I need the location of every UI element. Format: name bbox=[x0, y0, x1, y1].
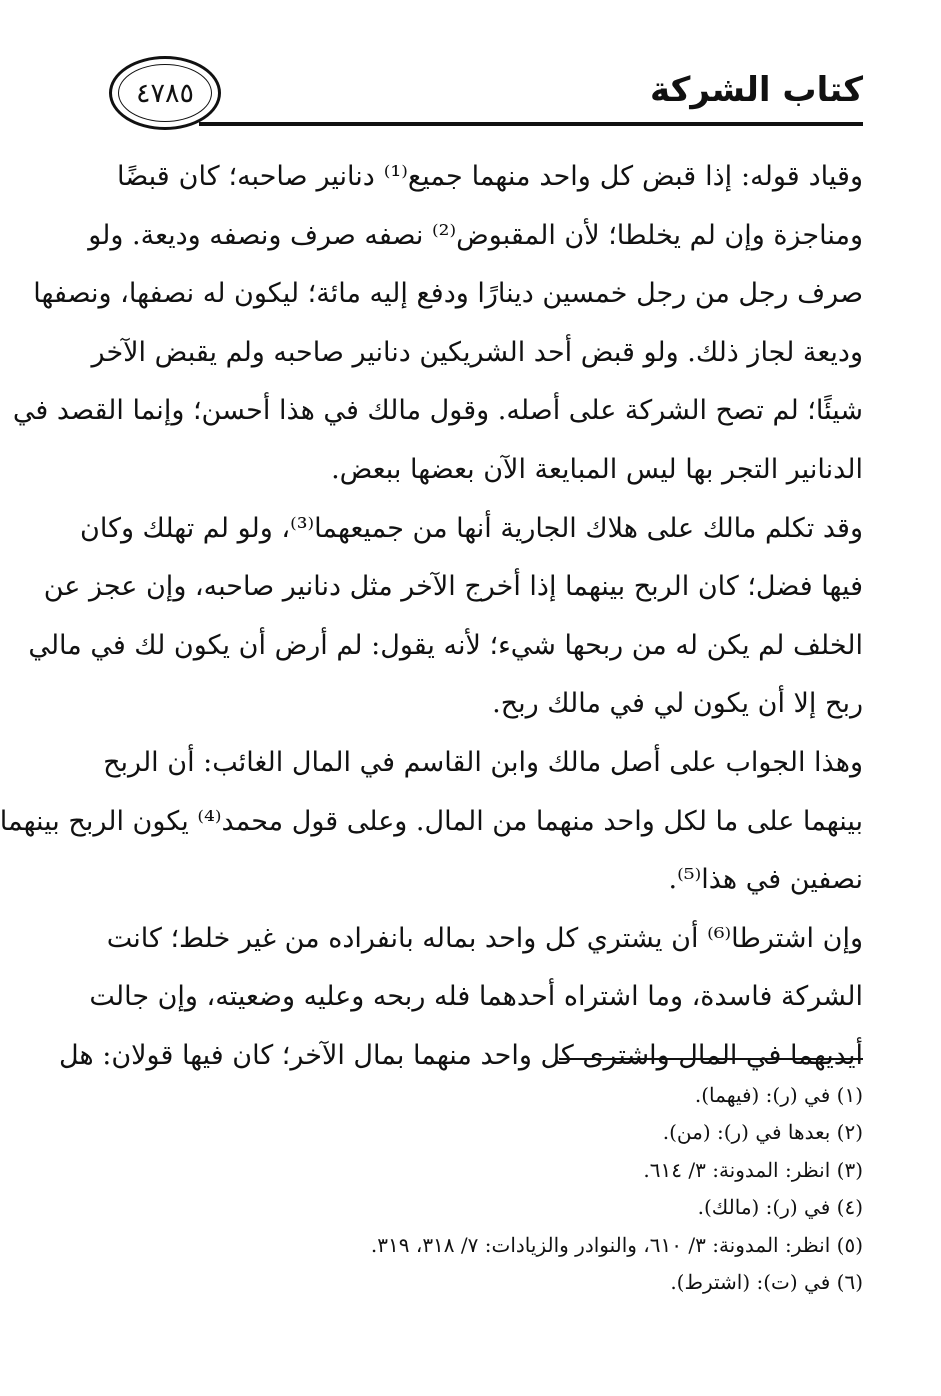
paragraph-1 bbox=[12, 148, 863, 500]
footnote: (٤) في (ر): (مالك). bbox=[697, 1195, 863, 1220]
text-line: وديعة لجاز ذلك. ولو قبض أحد الشريكين دنانير صاحبه ولم يقبض الآخر bbox=[91, 336, 863, 368]
text-line: الخلف لم يكن له من ربحها شيء؛ لأنه يقول: لم أرض أن يكون لك في مالي bbox=[28, 629, 863, 661]
footnote: (٦) في (ت): (اشترط). bbox=[670, 1269, 863, 1294]
main-text bbox=[0, 148, 863, 1086]
text-line: شيئًا؛ لم تصح الشركة على أصله. وقول مالك في هذا أحسن؛ وإنما القصد في bbox=[12, 395, 863, 427]
page-number: ٤٧٨٥ bbox=[135, 78, 194, 109]
text-line: وإن اشترطا⁽⁶⁾ أن يشتري كل واحد بماله بانفراده من غير خلط؛ كانت bbox=[106, 922, 863, 954]
page-number-frame bbox=[109, 56, 221, 130]
text-line: صرف رجل من رجل خمسين دينارًا ودفع إليه مائة؛ ليكون له نصفها، ونصفها bbox=[33, 278, 863, 310]
text-line: فيها فضل؛ كان الربح بينهما إذا أخرج الآخر مثل دنانير صاحبه، وإن عجز عن bbox=[43, 571, 863, 603]
paragraph-3 bbox=[0, 734, 863, 910]
header-rule bbox=[199, 122, 863, 126]
text-line: وهذا الجواب على أصل مالك وابن القاسم في المال الغائب: أن الربح bbox=[103, 746, 863, 778]
text-line: نصفين في هذا⁽⁵⁾. bbox=[668, 864, 863, 896]
text-line: بينهما على ما لكل واحد منهما من المال. وعلى قول محمد⁽⁴⁾ يكون الربح بينهما bbox=[0, 805, 863, 837]
text-line: ومناجزة وإن لم يخلطا؛ لأن المقبوض⁽²⁾ نصفه صرف ونصفه وديعة. ولو bbox=[88, 219, 863, 251]
footnote: (٣) انظر: المدونة: ٣/ ٦١٤. bbox=[643, 1157, 863, 1182]
text-line: الدنانير التجر بها ليس المبايعة الآن بعضها ببعض. bbox=[331, 453, 863, 485]
footnote: (٢) بعدها في (ر): (من). bbox=[662, 1120, 863, 1145]
text-line: وقد تكلم مالك على هلاك الجارية أنها من جميعهما⁽³⁾، ولو لم تهلك وكان bbox=[80, 512, 863, 544]
page-header bbox=[109, 52, 863, 132]
text-line: أيديهما في المال واشترى كل واحد منهما بمال الآخر؛ كان فيها قولان: هل bbox=[58, 1039, 863, 1071]
paragraph-2 bbox=[28, 500, 863, 734]
footnotes bbox=[117, 1077, 863, 1301]
chapter-title: كتاب الشركة bbox=[650, 70, 863, 110]
footnote: (١) في (ر): (فيهما). bbox=[694, 1083, 863, 1107]
text-line: ربح إلا أن يكون لي في مالك ربح. bbox=[492, 688, 863, 720]
footnote: (٥) انظر: المدونة: ٣/ ٦١٠، والنوادر والزيادات: ٧/ ٣١٨، ٣١٩. bbox=[370, 1232, 863, 1257]
text-line: الشركة فاسدة، وما اشتراه أحدهما فله ربحه وعليه وضعيته، وإن جالت bbox=[89, 981, 863, 1013]
footnote-separator bbox=[559, 1058, 863, 1060]
text-line: وقياد قوله: إذا قبض كل واحد منهما جميع⁽¹⁾ دنانير صاحبه؛ كان قبضًا bbox=[117, 161, 863, 192]
